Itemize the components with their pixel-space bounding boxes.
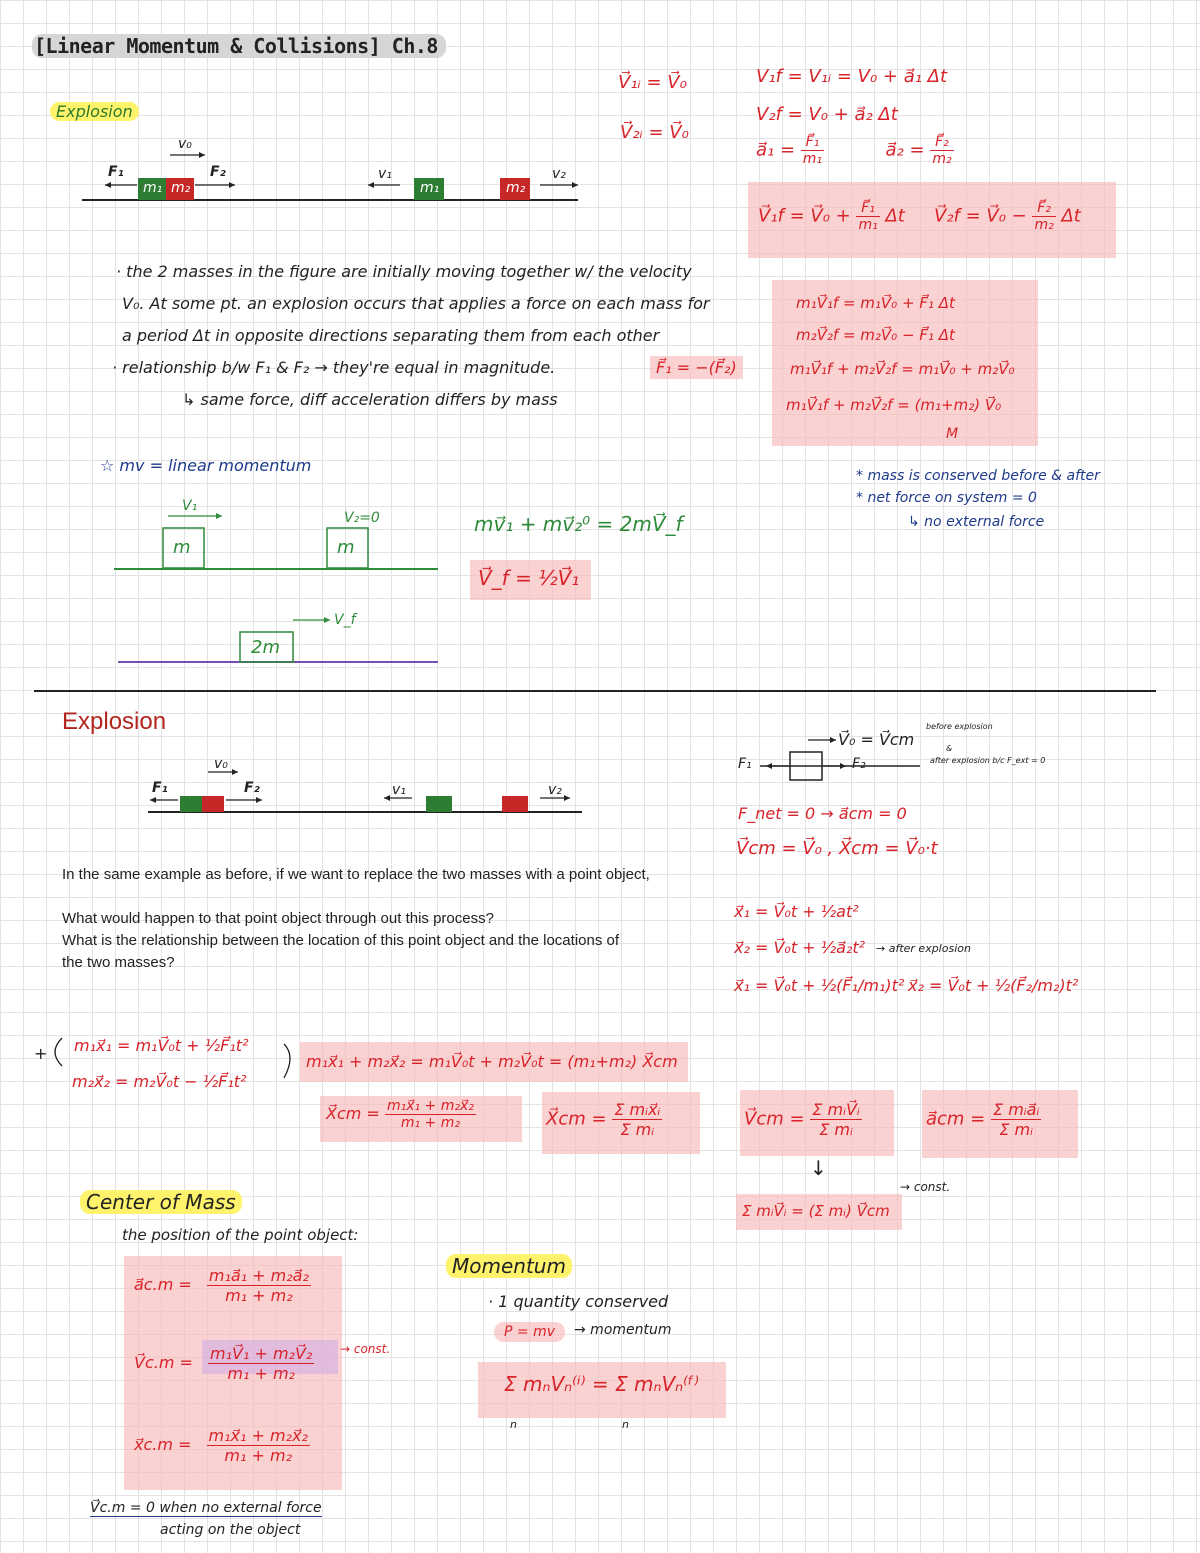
note-line-4: · relationship b/w F₁ & F₂ → they're equal in magnitude. — [112, 358, 556, 377]
v2f-eq: V₂f = V₀ + a⃗₂ Δt — [756, 104, 898, 125]
cm-f1-label: F₁ — [738, 756, 752, 772]
vcm-zero-note-2: acting on the object — [160, 1522, 301, 1538]
vcm-eq-box: V⃗cm = $\frac{\text{Σ mᵢV⃗ᵢ}}{\text{Σ mᵢ}}$ — [744, 1100, 860, 1139]
p-equation: P = mv — [494, 1322, 565, 1342]
x-eq-2: x⃗₂ = V⃗₀t + ½a⃗₂t² — [734, 938, 866, 957]
slide-v0-label: v₀ — [214, 756, 228, 772]
after-explosion-note: → after explosion — [876, 942, 971, 955]
xcm-eq-2: X⃗cm = $\frac{\text{Σ mᵢx⃗ᵢ}}{\text{Σ mᵢ}}$ — [546, 1100, 661, 1139]
position-note: the position of the point object: — [122, 1226, 359, 1244]
fig-m2-label: m₂ — [171, 180, 191, 196]
conserved-note-1: * mass is conserved before & after — [856, 468, 1100, 484]
cm-v0-label: V⃗₀ = V⃗cm — [838, 730, 915, 749]
collision-v1: V₁ — [182, 498, 198, 514]
fig-m1b-label: m₁ — [420, 180, 440, 196]
v2i-eq: V⃗₂ᵢ = V⃗₀ — [620, 122, 689, 143]
momentum-line-4: m₁V⃗₁f + m₂V⃗₂f = (m₁+m₂) V⃗₀ — [786, 396, 1002, 414]
momentum-line-1: m₁V⃗₁f = m₁V⃗₀ + F⃗₁ Δt — [796, 294, 955, 312]
total-mass-label: M — [946, 426, 959, 442]
cm-eq-2: V⃗cm = V⃗₀ , X⃗cm = V⃗₀·t — [736, 838, 938, 859]
const-note-2: → const. — [340, 1342, 391, 1356]
xcm-eq-1: X⃗cm = $\frac{\text{m₁x⃗₁ + m₂x⃗₂}}{\text{m₁ + m₂}}$ — [326, 1098, 474, 1131]
page-title: [Linear Momentum & Collisions] Ch.8 — [32, 34, 446, 58]
fig-f1-label: F₁ — [108, 164, 124, 180]
const-note-1: → const. — [900, 1180, 951, 1194]
cm-note-before: before explosion — [926, 722, 993, 731]
v1f-eq: V₁f = V₁ᵢ = V₀ + a⃗₁ Δt — [756, 66, 948, 87]
momentum-sum: Σ mᵢV⃗ᵢ = (Σ mᵢ) V⃗cm — [742, 1202, 890, 1220]
sum-line-1: m₁x⃗₁ = m₁V⃗₀t + ½F⃗₁t² — [74, 1036, 249, 1055]
slide-paragraph-1: In the same example as before, if we want to replace the two masses with a point object, — [62, 866, 650, 883]
a1-frac: $\frac{\text{F⃗₁}}{\text{m₁}}$ — [802, 134, 823, 167]
fig-m1-label: m₁ — [143, 180, 163, 196]
sum-line-2: m₂x⃗₂ = m₂V⃗₀t − ½F⃗₁t² — [72, 1072, 247, 1091]
force-relation: F⃗₁ = −(F⃗₂) — [650, 356, 743, 379]
vcm-zero-note: V⃗c.m = 0 when no external force — [90, 1500, 322, 1516]
a1-lhs: a⃗₁ = — [756, 139, 796, 161]
v1f-box-eq: V⃗₁f = V⃗₀ + $\frac{\text{F⃗₁}}{\text{m₁}}$ Δt — [758, 200, 905, 233]
center-of-mass-heading: Center of Mass — [80, 1190, 242, 1214]
slide-paragraph-3: What is the relationship between the location of this point object and the locations of the two masses? — [62, 932, 620, 971]
slide-f2-label: F₂ — [244, 780, 260, 796]
p-note: → momentum — [574, 1322, 672, 1338]
momentum-note: · 1 quantity conserved — [488, 1292, 669, 1311]
slide-paragraph-2: What would happen to that point object through out this process? — [62, 910, 494, 927]
fig-v2-label: v₂ — [552, 166, 566, 182]
down-arrow: ↓ — [810, 1156, 827, 1180]
momentum-line-2: m₂V⃗₂f = m₂V⃗₀ − F⃗₁ Δt — [796, 326, 955, 344]
slide-f1-label: F₁ — [152, 780, 168, 796]
collision-m2: m — [337, 537, 355, 558]
note-line-3: a period Δt in opposite directions separating them from each other — [122, 326, 660, 345]
collision-v2: V₂=0 — [344, 510, 380, 526]
acm-formula: a⃗c.m = $\frac{\text{m₁a⃗₁ + m₂a⃗₂}}{\text{m₁ + m₂}}$ — [134, 1266, 309, 1305]
cm-note-amp: & — [946, 744, 953, 753]
conserved-note-2: * net force on system = 0 — [856, 490, 1037, 506]
x-eq-1: x⃗₁ = V⃗₀t + ½at² — [734, 902, 859, 921]
a2-lhs: a⃗₂ = — [885, 139, 925, 161]
vf-half-eq: V⃗_f = ½V⃗₁ — [470, 560, 591, 600]
note-line-5: ↳ same force, diff acceleration differs by mass — [182, 390, 558, 409]
conserved-note-3: ↳ no external force — [908, 514, 1045, 530]
momentum-line-3: m₁V⃗₁f + m₂V⃗₂f = m₁V⃗₀ + m₂V⃗₀ — [790, 360, 1015, 378]
fig-v1-label: v₁ — [378, 166, 392, 182]
momentum-cons: Σ mₙVₙ⁽ⁱ⁾ = Σ mₙVₙ⁽ᶠ⁾ — [504, 1372, 699, 1396]
slide-v1-label: v₁ — [392, 782, 406, 798]
sum-index-1: n — [510, 1418, 517, 1431]
plus-sign: + — [34, 1044, 48, 1063]
sum-index-2: n — [622, 1418, 629, 1431]
fig-v0-label: v₀ — [178, 136, 192, 152]
collision-vf: V_f — [334, 612, 356, 628]
cm-f2-label: F₂ — [852, 756, 866, 772]
explosion-label: Explosion — [50, 102, 139, 121]
momentum-heading: Momentum — [446, 1254, 572, 1278]
collision-m1: m — [173, 537, 191, 558]
fig-m2b-label: m₂ — [506, 180, 526, 196]
x-eq-4: x⃗₂ = V⃗₀t + ½(F⃗₂/m₂)t² — [908, 976, 1079, 995]
cm-eq-1: F_net = 0 → a⃗cm = 0 — [738, 804, 907, 823]
note-line-1: · the 2 masses in the figure are initially moving together w/ the velocity — [116, 262, 692, 281]
xcm-formula: x⃗c.m = $\frac{\text{m₁x⃗₁ + m₂x⃗₂}}{\text{m₁ + m₂}}$ — [134, 1426, 308, 1465]
collision-2m: 2m — [251, 637, 280, 658]
a2-frac: $\frac{\text{F⃗₂}}{\text{m₂}}$ — [932, 134, 952, 167]
linear-momentum-note: ☆ mv = linear momentum — [100, 456, 312, 475]
x-eq-3: x⃗₁ = V⃗₀t + ½(F⃗₁/m₁)t² — [734, 976, 905, 995]
slide-title: Explosion — [62, 708, 167, 735]
vcm-formula: V⃗c.m = $\frac{\text{m₁V⃗₁ + m₂V⃗₂}}{\text{m₁ + m₂}}$ — [134, 1344, 313, 1383]
fig-f2-label: F₂ — [210, 164, 226, 180]
note-line-2: V₀. At some pt. an explosion occurs that applies a force on each mass for — [122, 294, 710, 313]
v2f-box-eq: V⃗₂f = V⃗₀ − $\frac{\text{F⃗₂}}{\text{m₂}}$ Δt — [934, 200, 1081, 233]
acm-eq-box: a⃗cm = $\frac{\text{Σ mᵢa⃗ᵢ}}{\text{Σ mᵢ}}$ — [926, 1100, 1040, 1139]
collision-eq: mv⃗₁ + mv⃗₂⁰ = 2mV⃗_f — [474, 512, 683, 536]
cm-note-after: after explosion b/c F_ext = 0 — [930, 756, 1046, 765]
sum-result: m₁x⃗₁ + m₂x⃗₂ = m₁V⃗₀t + m₂V⃗₀t = (m₁+m₂) X⃗cm — [306, 1052, 678, 1071]
slide-v2-label: v₂ — [548, 782, 562, 798]
v1i-eq: V⃗₁ᵢ = V⃗₀ — [618, 72, 687, 93]
